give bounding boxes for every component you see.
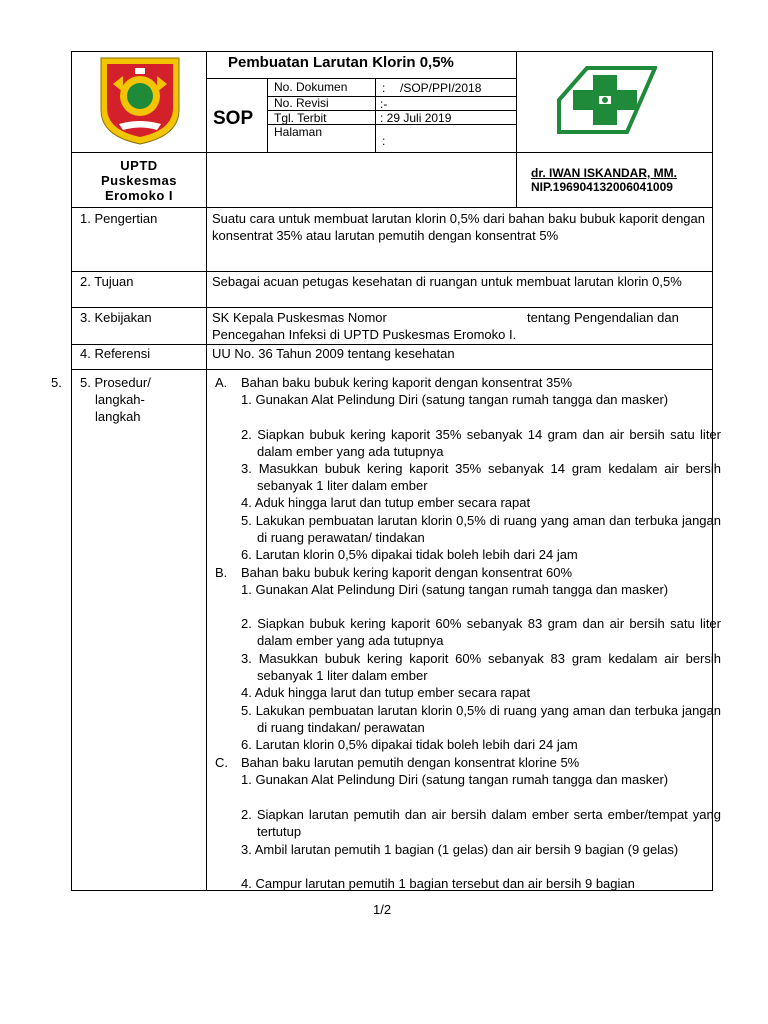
procedure-step: 6. Larutan klorin 0,5% dipakai tidak boleh lebih dari 24 jam <box>241 737 578 752</box>
regency-logo <box>95 54 185 146</box>
group-title: Bahan baku larutan pemutih dengan konsentrat klorine 5% <box>241 755 580 770</box>
procedure-step: 4. Campur larutan pemutih 1 bagian tersebut dan air bersih 9 bagian <box>241 876 635 891</box>
tujuan-text: Sebagai acuan petugas kesehatan di ruangan untuk membuat larutan klorin 0,5% <box>212 274 682 289</box>
tujuan-label: 2. Tujuan <box>80 274 134 289</box>
puskesmas-logo <box>557 65 657 135</box>
puskesmas-cross-icon <box>557 65 657 135</box>
procedure-step: 4. Aduk hingga larut dan tutup ember secara rapat <box>241 685 531 700</box>
prosedur-outer-number: 5. <box>51 375 62 390</box>
procedure-step: 4. Aduk hingga larut dan tutup ember secara rapat <box>241 495 531 510</box>
referensi-text: UU No. 36 Tahun 2009 tentang kesehatan <box>212 346 455 361</box>
group-title: Bahan baku bubuk kering kaporit dengan konsentrat 35% <box>241 375 573 390</box>
page-number: 1/2 <box>373 902 392 917</box>
meta-colon: : <box>382 134 386 148</box>
meta-colon: :- <box>380 97 388 111</box>
procedure-step: 2. Siapkan bubuk kering kaporit 35% sebanyak 14 gram dan air bersih satu liter dalam ember yang ada tutupnya <box>241 427 721 459</box>
prosedur-label: 5. Prosedur/ langkah- langkah <box>80 375 151 424</box>
meta-label: No. Revisi <box>274 96 329 110</box>
procedure-step: 5. Lakukan pembuatan larutan klorin 0,5% di ruang yang aman dan terbuka jangan di ruang perawatan/ tindakan <box>241 513 721 545</box>
meta-label: No. Dokumen <box>274 80 348 94</box>
kebijakan-text-c: Pencegahan Infeksi di UPTD Puskesmas Eromoko I. <box>212 327 517 342</box>
referensi-label: 4. Referensi <box>80 346 151 361</box>
procedure-step: 2. Siapkan bubuk kering kaporit 60% sebanyak 83 gram dan air bersih satu liter dalam ember yang ada tutupnya <box>241 616 721 648</box>
meta-colon: : <box>382 81 386 95</box>
sop-label: SOP <box>213 108 254 129</box>
procedure-step: 3. Masukkan bubuk kering kaporit 35% sebanyak 14 gram kedalam air bersih sebanyak 1 liter dalam ember <box>241 461 721 493</box>
pengertian-label: 1. Pengertian <box>80 211 158 226</box>
procedure-step: 1. Gunakan Alat Pelindung Diri (satung tangan rumah tangga dan masker) <box>241 772 669 787</box>
procedure-step: 3. Masukkan bubuk kering kaporit 60% sebanyak 83 gram kedalam air bersih sebanyak 1 liter dalam ember <box>241 651 721 683</box>
group-title: Bahan baku bubuk kering kaporit dengan konsentrat 60% <box>241 565 573 580</box>
document-title: Pembuatan Larutan Klorin 0,5% <box>228 54 454 71</box>
procedure-step: 3. Ambil larutan pemutih 1 bagian (1 gelas) dan air bersih 9 bagian (9 gelas) <box>241 842 679 857</box>
signer-name: dr. IWAN ISKANDAR, MM. <box>531 166 677 180</box>
meta-value: /SOP/PPI/2018 <box>400 81 482 95</box>
procedure-step: 1. Gunakan Alat Pelindung Diri (satung tangan rumah tangga dan masker) <box>241 392 669 407</box>
procedure-step: 1. Gunakan Alat Pelindung Diri (satung tangan rumah tangga dan masker) <box>241 582 669 597</box>
kebijakan-text-b: tentang Pengendalian dan <box>527 310 679 325</box>
group-letter: A. <box>215 375 228 390</box>
kebijakan-text-a: SK Kepala Puskesmas Nomor <box>212 310 387 325</box>
kebijakan-label: 3. Kebijakan <box>80 310 152 325</box>
group-letter: B. <box>215 565 228 580</box>
procedure-step: 2. Siapkan larutan pemutih dan air bersih dalam ember serta ember/tempat yang tertutup <box>241 807 721 839</box>
procedure-step: 6. Larutan klorin 0,5% dipakai tidak boleh lebih dari 24 jam <box>241 547 578 562</box>
meta-label: Halaman <box>274 125 323 139</box>
signer-nip: NIP.196904132006041009 <box>531 180 673 194</box>
meta-label: Tgl. Terbit <box>274 111 327 125</box>
group-letter: C. <box>215 755 228 770</box>
regency-emblem-icon <box>95 54 185 146</box>
pengertian-text: Suatu cara untuk membuat larutan klorin 0,5% dari bahan baku bubuk kaporit dengan konsentrat 35% atau larutan pemutih dengan konsentrat 5% <box>212 211 705 243</box>
meta-colon: : 29 Juli 2019 <box>380 111 452 125</box>
organization-name: UPTD Puskesmas Eromoko I <box>100 158 178 203</box>
procedure-step: 5. Lakukan pembuatan larutan klorin 0,5% di ruang yang aman dan terbuka jangan di ruang tindakan/ perawatan <box>241 703 721 735</box>
